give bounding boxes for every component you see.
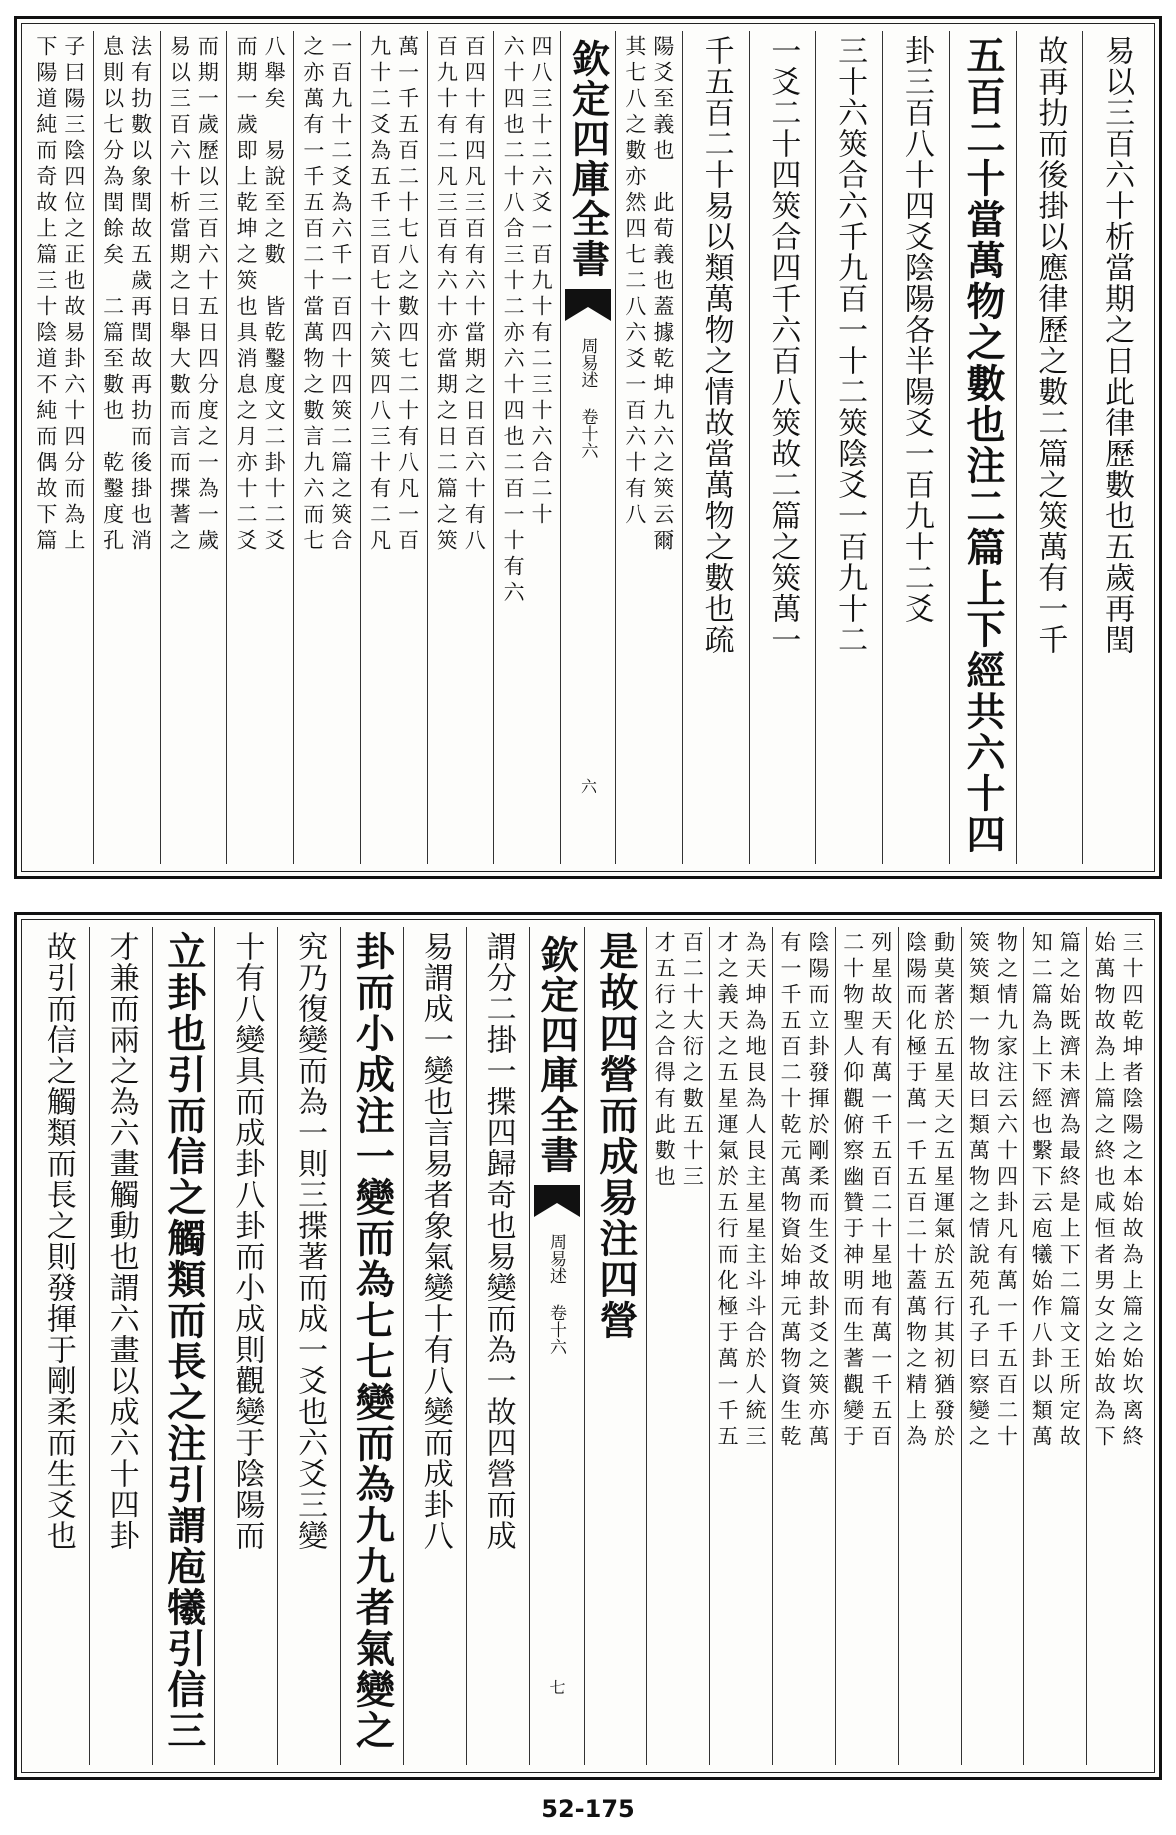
text-column: 千五百二十易以類萬物之情故當萬物之數也疏 [682,31,749,864]
lower-columns [27,927,1149,1765]
volume-label: 周易述 卷十六 [577,337,598,459]
commentary-column: 四八三十二六爻一百九十有二三十六合二十 六十四也二十八合三十二亦六十四也二百一十有六 [493,31,560,864]
center-fold [560,31,615,864]
text-column: 十有八變具而成卦八卦而小成則觀變于陰陽而 [214,927,277,1765]
folio-number: 六 [578,778,598,794]
commentary-column: 物之情九家注云六十四卦凡有萬一千五百二十 筴筴類一物故曰類萬物之情說苑孔子曰察變之 [961,927,1024,1765]
commentary-column: 陰陽而立卦發揮於剛柔而生爻故卦爻之筴亦萬 有一千五百二十乾元萬物資始坤元萬物資生乾 [772,927,835,1765]
center-fold [529,927,584,1765]
upper-page [14,16,1162,879]
text-column: 謂分二掛一揲四歸奇也易變而為一故四營而成 [466,927,529,1765]
commentary-column: 萬一千五百二十七八之數四七二十有八凡一百 九十二爻為五千三百七十六筴四八三十有二凡 [360,31,427,864]
text-column: 卦而小成注一變而為七七變而為九九者氣變之 [340,927,403,1765]
book-title: 欽定四庫全書 [565,39,611,279]
folio-number: 七 [547,1679,567,1695]
text-column: 才兼而兩之為六畫觸動也謂六畫以成六十四卦 [89,927,152,1765]
commentary-column: 而期一歲歷以三百六十五日四分度之一為一歲 易以三百六十析當期之日舉大數而言而揲蓍之 [160,31,227,864]
fishtail-mark-icon [534,1185,580,1221]
commentary-column: 為天坤為地艮為人艮主星星主斗斗合於人統三 才之義天之五星運氣於五行而化極于萬一千五 [709,927,772,1765]
text-column: 究乃復變而為一則三揲著而成一爻也六爻三變 [277,927,340,1765]
lower-page [14,912,1162,1780]
book-title: 欽定四庫全書 [534,935,580,1175]
commentary-column: 子曰陽三陰四位之正也故易卦六十四分而為上 下陽道純而奇故上篇三十陰道不純而偶故下篇 [33,35,86,555]
text-column: 故再扐而後掛以應律歷之數二篇之筴萬有一千 [1016,31,1083,864]
upper-columns [27,31,1149,864]
commentary-column: 動莫著於五星天之五星運氣於五行其初猶發於 陰陽而化極于萬一千五百二十蓋萬物之精上為 [898,927,961,1765]
text-column: 是故四營而成易注四營 [584,927,647,1765]
text-column: 五百二十當萬物之數也注二篇上下經共六十四 [949,31,1016,864]
text-column: 易以三百六十析當期之日此律歷數也五歲再閏 [1082,31,1149,864]
text-column: 三十六筴合六千九百一十二筴陰爻一百九十二 [815,31,882,864]
text-column: 故引而信之觸類而長之則發揮于剛柔而生爻也 [40,931,76,1551]
volume-label: 周易述 卷十六 [546,1233,567,1355]
commentary-column: 篇之始既濟未濟為最終是上下二篇文王所定故 知二篇為上下經也繫下云庖犧始作八卦以類萬 [1023,927,1086,1765]
commentary-column: 一百九十二爻為六千一百四十四筴二篇之筴合 之亦萬有一千五百二十當萬物之數言九六而七 [293,31,360,864]
text-column: 易謂成一變也言易者象氣變十有八變而成卦八 [403,927,466,1765]
commentary-column: 法有扐數以象閏故五歲再閏故再扐而後掛也消 息則以七分為閏餘矣 二篇至數也 乾鑿度孔 [93,31,160,864]
fishtail-mark-icon [565,289,611,325]
page-footer-number: 52-175 [541,1795,635,1823]
commentary-column: 百四十有四凡三百有六十當期之日百六十有八 百九十有二凡三百有六十亦當期之日二篇之筴 [427,31,494,864]
commentary-column: 百二十大衍之數五十三 才五行之合得有此數也 [646,927,709,1765]
commentary-column: 列星故天有萬一千五百二十星地有萬一千五百 二十物聖人仰觀俯察幽贊于神明而生蓍觀變于 [835,927,898,1765]
text-column: 一爻二十四筴合四千六百八筴故二篇之筴萬一 [749,31,816,864]
commentary-column: 八舉矣 易說至之數 皆乾鑿度文二卦十二爻 而期一歲即上乾坤之筴也具消息之月亦十二爻 [226,31,293,864]
text-column: 立卦也引而信之觸類而長之注引謂庖犧引信三 [152,927,215,1765]
commentary-column: 三十四乾坤者陰陽之本始故為上篇之始坎离終 始萬物故為上篇之終也咸恒者男女之始故為下 [1086,927,1149,1765]
text-column: 卦三百八十四爻陰陽各半陽爻一百九十二爻 [882,31,949,864]
commentary-column: 陽爻至義也 此荀義也蓋據乾坤九六之筴云爾 其七八之數亦然四七二八六爻一百六十有八 [615,31,682,864]
